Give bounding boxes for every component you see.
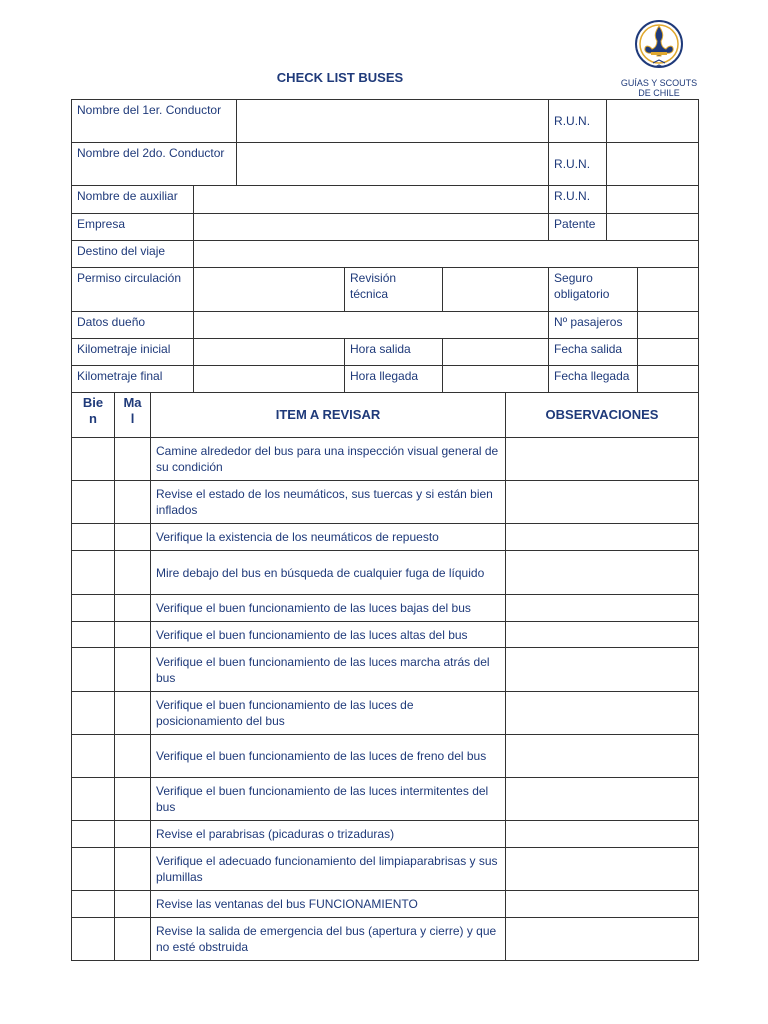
item-header: ITEM A REVISAR bbox=[151, 393, 506, 438]
conductor1-label: Nombre del 1er. Conductor bbox=[72, 100, 237, 143]
bien-cell[interactable] bbox=[72, 551, 115, 595]
bien-cell[interactable] bbox=[72, 821, 115, 848]
dueno-field[interactable] bbox=[194, 312, 549, 339]
pasajeros-label: Nº pasajeros bbox=[549, 312, 638, 339]
empresa-label: Empresa bbox=[72, 214, 194, 241]
observaciones-cell[interactable] bbox=[506, 438, 699, 481]
km-final-field[interactable] bbox=[194, 366, 345, 393]
run-label: R.U.N. bbox=[549, 100, 607, 143]
mal-cell[interactable] bbox=[115, 891, 151, 918]
run2-field[interactable] bbox=[607, 143, 699, 186]
mal-cell[interactable] bbox=[115, 595, 151, 622]
observaciones-cell[interactable] bbox=[506, 918, 699, 961]
fecha-llegada-label: Fecha llegada bbox=[549, 366, 638, 393]
observaciones-cell[interactable] bbox=[506, 595, 699, 622]
fecha-llegada-field[interactable] bbox=[638, 366, 699, 393]
hora-salida-label: Hora salida bbox=[345, 339, 443, 366]
permiso-field[interactable] bbox=[194, 268, 345, 312]
document-title: CHECK LIST BUSES bbox=[276, 70, 404, 85]
bien-cell[interactable] bbox=[72, 481, 115, 524]
checklist-item: Revise el estado de los neumáticos, sus tuercas y si están bien inflados bbox=[151, 481, 506, 524]
observaciones-cell[interactable] bbox=[506, 622, 699, 648]
km-inicial-field[interactable] bbox=[194, 339, 345, 366]
observaciones-cell[interactable] bbox=[506, 821, 699, 848]
observaciones-cell[interactable] bbox=[506, 524, 699, 551]
checklist-item: Mire debajo del bus en búsqueda de cualquier fuga de líquido bbox=[151, 551, 506, 595]
destino-label: Destino del viaje bbox=[72, 241, 194, 268]
checklist-item: Verifique la existencia de los neumáticos de repuesto bbox=[151, 524, 506, 551]
mal-cell[interactable] bbox=[115, 848, 151, 891]
auxiliar-field[interactable] bbox=[194, 186, 549, 214]
fecha-salida-field[interactable] bbox=[638, 339, 699, 366]
mal-cell[interactable] bbox=[115, 648, 151, 692]
auxiliar-label: Nombre de auxiliar bbox=[72, 186, 194, 214]
pasajeros-field[interactable] bbox=[638, 312, 699, 339]
checklist-table bbox=[71, 392, 699, 961]
bien-cell[interactable] bbox=[72, 778, 115, 821]
mal-cell[interactable] bbox=[115, 524, 151, 551]
checklist-item: Verifique el buen funcionamiento de las luces intermitentes del bus bbox=[151, 778, 506, 821]
patente-field[interactable] bbox=[607, 214, 699, 241]
mal-cell[interactable] bbox=[115, 551, 151, 595]
bien-cell[interactable] bbox=[72, 524, 115, 551]
mal-cell[interactable] bbox=[115, 692, 151, 735]
checklist-item: Revise el parabrisas (picaduras o trizaduras) bbox=[151, 821, 506, 848]
bien-cell[interactable] bbox=[72, 848, 115, 891]
hora-llegada-label: Hora llegada bbox=[345, 366, 443, 393]
fleur-de-lis-icon bbox=[633, 16, 685, 76]
revision-label: Revisión técnica bbox=[345, 268, 443, 312]
checklist-item: Revise las ventanas del bus FUNCIONAMIENTO bbox=[151, 891, 506, 918]
bien-cell[interactable] bbox=[72, 622, 115, 648]
observaciones-header: OBSERVACIONES bbox=[506, 393, 699, 438]
destino-field[interactable] bbox=[194, 241, 699, 268]
mal-cell[interactable] bbox=[115, 918, 151, 961]
dueno-label: Datos dueño bbox=[72, 312, 194, 339]
mal-cell[interactable] bbox=[115, 481, 151, 524]
checklist-item: Verifique el buen funcionamiento de las luces marcha atrás del bus bbox=[151, 648, 506, 692]
observaciones-cell[interactable] bbox=[506, 481, 699, 524]
km-inicial-label: Kilometraje inicial bbox=[72, 339, 194, 366]
checklist-item: Revise la salida de emergencia del bus (apertura y cierre) y que no esté obstruida bbox=[151, 918, 506, 961]
hora-llegada-field[interactable] bbox=[443, 366, 549, 393]
checklist-item: Verifique el buen funcionamiento de las luces altas del bus bbox=[151, 622, 506, 648]
km-final-label: Kilometraje final bbox=[72, 366, 194, 393]
mal-cell[interactable] bbox=[115, 821, 151, 848]
bien-cell[interactable] bbox=[72, 648, 115, 692]
bien-cell[interactable] bbox=[72, 918, 115, 961]
permiso-label: Permiso circulación bbox=[72, 268, 194, 312]
checklist-item: Verifique el adecuado funcionamiento del limpiaparabrisas y sus plumillas bbox=[151, 848, 506, 891]
checklist-item: Camine alrededor del bus para una inspección visual general de su condición bbox=[151, 438, 506, 481]
checklist-item: Verifique el buen funcionamiento de las luces de freno del bus bbox=[151, 735, 506, 778]
run3-field[interactable] bbox=[607, 186, 699, 214]
revision-field[interactable] bbox=[443, 268, 549, 312]
trip-info-table bbox=[71, 99, 699, 393]
hora-salida-field[interactable] bbox=[443, 339, 549, 366]
observaciones-cell[interactable] bbox=[506, 692, 699, 735]
bien-cell[interactable] bbox=[72, 595, 115, 622]
observaciones-cell[interactable] bbox=[506, 778, 699, 821]
bien-header: Bie n bbox=[72, 393, 115, 438]
conductor2-label: Nombre del 2do. Conductor bbox=[72, 143, 237, 186]
run-label: R.U.N. bbox=[549, 143, 607, 186]
seguro-label: Seguro obligatorio bbox=[549, 268, 638, 312]
mal-cell[interactable] bbox=[115, 622, 151, 648]
run-label: R.U.N. bbox=[549, 186, 607, 214]
conductor2-field[interactable] bbox=[237, 143, 549, 186]
observaciones-cell[interactable] bbox=[506, 891, 699, 918]
scouts-logo bbox=[618, 16, 700, 98]
bien-cell[interactable] bbox=[72, 735, 115, 778]
mal-cell[interactable] bbox=[115, 735, 151, 778]
bien-cell[interactable] bbox=[72, 438, 115, 481]
observaciones-cell[interactable] bbox=[506, 551, 699, 595]
checklist-item: Verifique el buen funcionamiento de las luces bajas del bus bbox=[151, 595, 506, 622]
bien-cell[interactable] bbox=[72, 891, 115, 918]
bien-cell[interactable] bbox=[72, 692, 115, 735]
observaciones-cell[interactable] bbox=[506, 648, 699, 692]
logo-text: GUÍAS Y SCOUTS DE CHILE bbox=[620, 78, 698, 98]
mal-header: Ma l bbox=[115, 393, 151, 438]
empresa-field[interactable] bbox=[194, 214, 549, 241]
observaciones-cell[interactable] bbox=[506, 735, 699, 778]
run1-field[interactable] bbox=[607, 100, 699, 143]
patente-label: Patente bbox=[549, 214, 607, 241]
mal-cell[interactable] bbox=[115, 778, 151, 821]
fecha-salida-label: Fecha salida bbox=[549, 339, 638, 366]
observaciones-cell[interactable] bbox=[506, 848, 699, 891]
checklist-item: Verifique el buen funcionamiento de las luces de posicionamiento del bus bbox=[151, 692, 506, 735]
conductor1-field[interactable] bbox=[237, 100, 549, 143]
mal-cell[interactable] bbox=[115, 438, 151, 481]
seguro-field[interactable] bbox=[638, 268, 699, 312]
